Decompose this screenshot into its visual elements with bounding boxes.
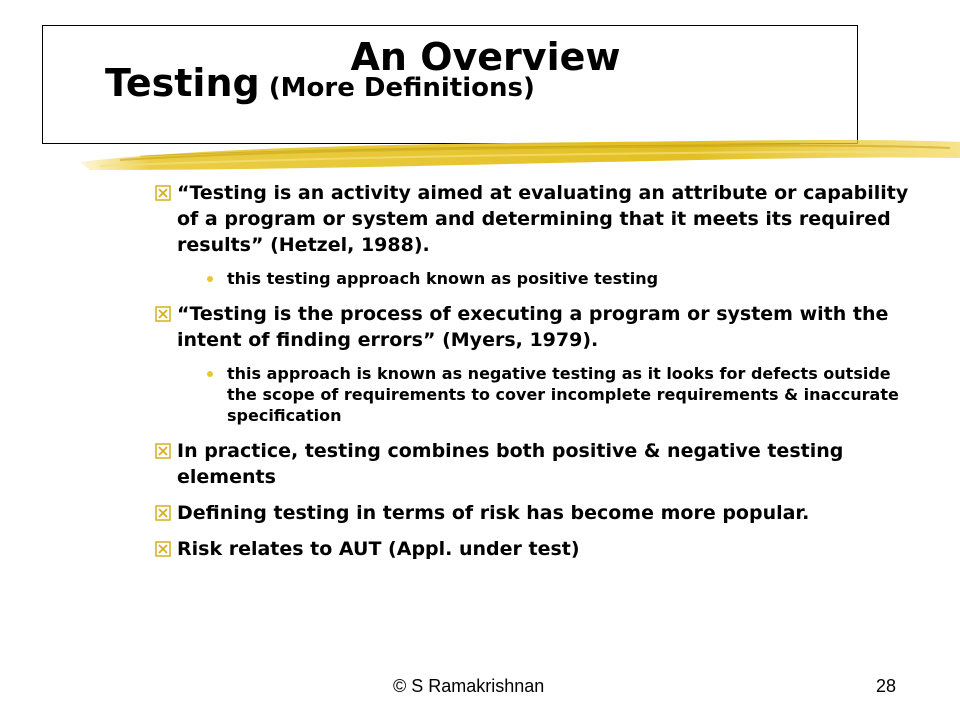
bullet-item-1 — [155, 180, 915, 258]
sub-bullet-text: this testing approach known as positive testing — [227, 269, 659, 288]
subtitle-main: Testing — [105, 61, 260, 105]
bullet-text: “Testing is the process of executing a program or system with the intent of finding errors” (Myers, 1979). — [177, 303, 889, 351]
subtitle-parenthetical: (More Definitions) — [259, 73, 535, 103]
x-box-icon — [155, 505, 171, 521]
sub-bullet-item-2 — [155, 363, 915, 426]
sub-bullet-item-1 — [155, 268, 915, 289]
sub-bullet-text: this approach is known as negative testing as it looks for defects outside the scope of requirements to cover incomplete requirements & inaccurate specification — [227, 364, 899, 425]
yellow-brush-stroke — [80, 136, 960, 184]
x-box-icon — [155, 541, 171, 557]
page-number: 28 — [876, 676, 897, 696]
slide-title: An Overview — [350, 35, 621, 79]
bullet-text: “Testing is an activity aimed at evaluating an attribute or capability of a program or system and determining that it meets its required results” (Hetzel, 1988). — [177, 182, 909, 256]
x-box-icon — [155, 306, 171, 322]
x-box-icon — [155, 185, 171, 201]
bullet-text: Defining testing in terms of risk has become more popular. — [177, 502, 810, 524]
yellow-dot-icon — [207, 276, 213, 282]
bullet-item-2 — [155, 301, 915, 353]
footer-author: © S Ramakrishnan — [393, 676, 545, 696]
bullet-item-4 — [155, 500, 915, 526]
bullet-item-3 — [155, 438, 915, 490]
slide-subtitle — [105, 60, 535, 111]
bullet-text: Risk relates to AUT (Appl. under test) — [177, 538, 580, 560]
bullet-list — [155, 180, 915, 572]
x-box-icon — [155, 443, 171, 459]
bullet-text: In practice, testing combines both positive & negative testing elements — [177, 440, 844, 488]
yellow-dot-icon — [207, 371, 213, 377]
bullet-item-5 — [155, 536, 915, 562]
